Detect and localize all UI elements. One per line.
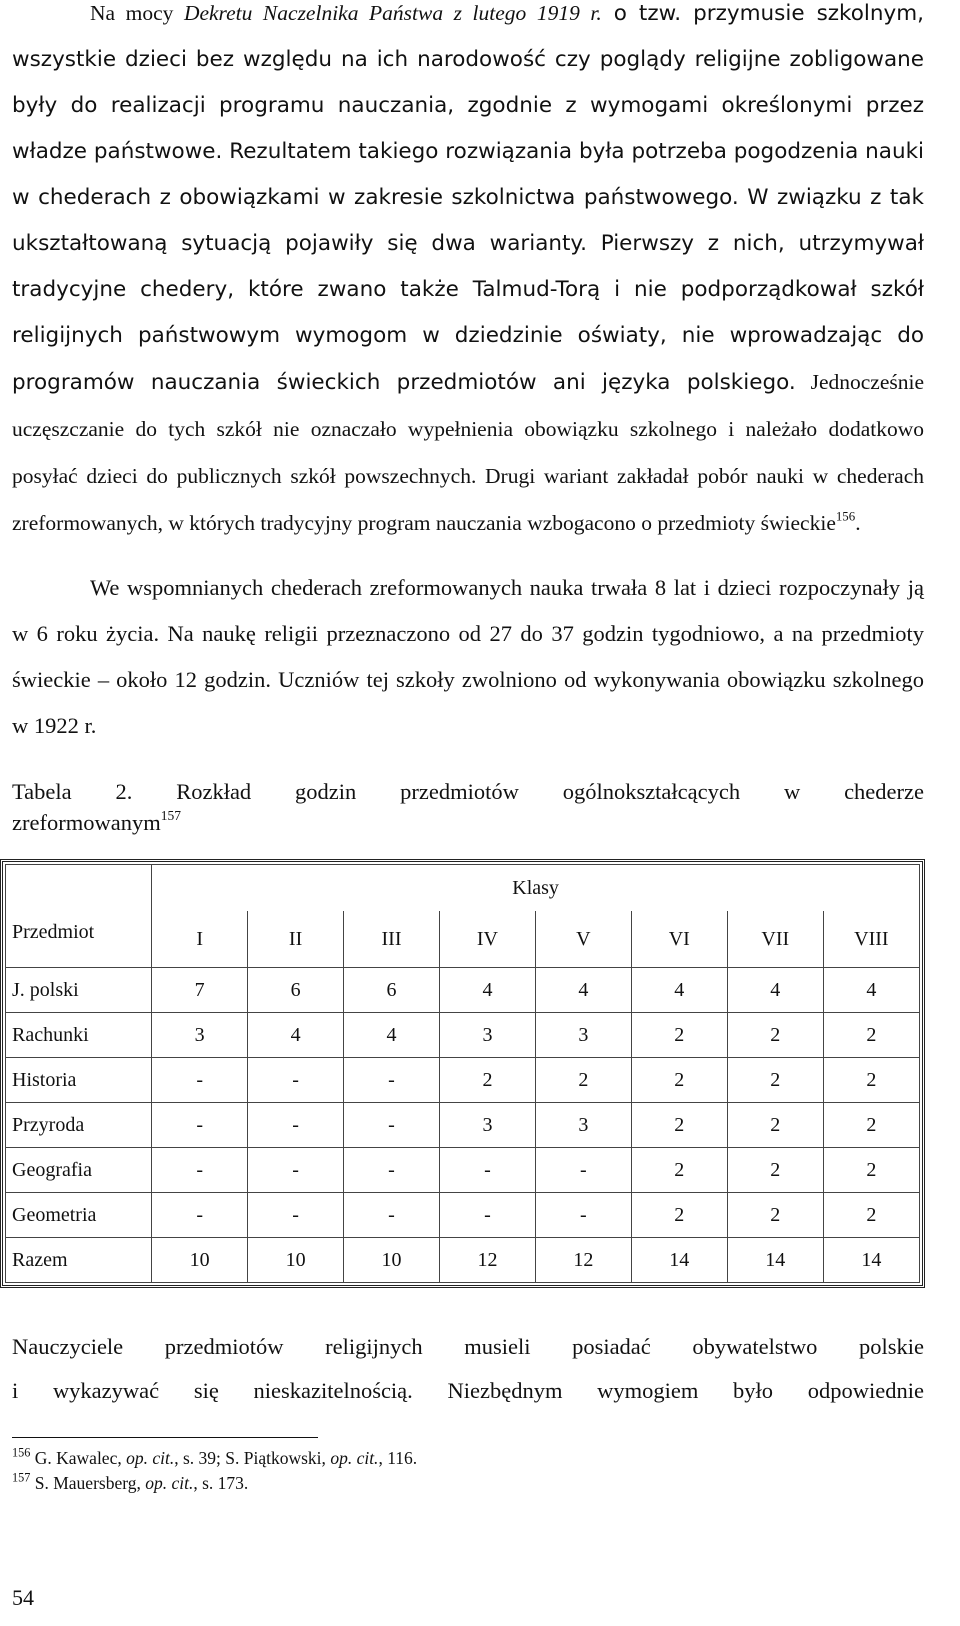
subject-header: Przedmiot	[6, 911, 152, 968]
hours-cell: 2	[823, 1193, 919, 1238]
table-row	[6, 1238, 920, 1283]
hours-cell: 2	[439, 1058, 535, 1103]
table-row	[6, 1013, 920, 1058]
class-header-2: II	[248, 911, 344, 968]
hours-cell: 2	[727, 1148, 823, 1193]
hours-cell: -	[344, 1193, 440, 1238]
footnote-op-cit: op. cit.	[330, 1448, 379, 1468]
caption-word: 2.	[115, 779, 133, 804]
paragraph-body: o tzw. przymusie szkolnym, wszystkie dzieci bez względu na ich narodowość czy poglądy religijne zobligowane były do realizacji programu nauczania, zgodnie z wymogami określonymi przez władze państwowe. Rezultatem takiego rozwiązania była potrzeba pogodzenia nauki w chederach z obowiązkami w zakresie szkolnictwa państwowego. W związku z tak ukształtowaną sytuacją pojawiły się dwa warianty. Pierwszy z nich, utrzymywał tradycyjne chedery, które zwano także Talmud-Torą i nie podporządkował szkół religijnych państwowym wymogom w dziedzinie oświaty, nie wprowadzając do programów nauczania świeckich przedmiotów ani języka polskiego.	[12, 1, 924, 395]
hours-cell: 2	[823, 1058, 919, 1103]
hours-cell: -	[248, 1193, 344, 1238]
caption-word: chederze	[844, 779, 924, 804]
class-header-3: III	[344, 911, 440, 968]
hours-cell: 2	[823, 1148, 919, 1193]
paragraph-word: polskie	[858, 1334, 924, 1359]
hours-cell: 2	[823, 1013, 919, 1058]
hours-cell: -	[344, 1103, 440, 1148]
paragraph-word: musieli	[464, 1334, 531, 1359]
paragraph-word: Niezbędnym	[447, 1378, 563, 1403]
page-number: 54	[12, 1585, 34, 1610]
hours-cell: -	[535, 1148, 631, 1193]
hours-cell: 14	[823, 1238, 919, 1283]
hours-cell: 10	[344, 1238, 440, 1283]
subject-cell: Przyroda	[6, 1103, 152, 1148]
class-header-7: VII	[727, 911, 823, 968]
paragraph-teachers-line-2	[12, 1369, 924, 1413]
paragraph-word: było	[733, 1378, 774, 1403]
hours-cell: -	[152, 1058, 248, 1103]
hours-cell: 6	[248, 968, 344, 1013]
footnote-separator	[12, 1437, 318, 1438]
footnotes	[12, 1446, 712, 1496]
hours-cell: 10	[248, 1238, 344, 1283]
footnote-op-cit: op. cit.	[126, 1448, 175, 1468]
class-header-5: V	[535, 911, 631, 968]
footnote-text: , s. 173.	[193, 1473, 249, 1493]
subject-cell: J. polski	[6, 968, 152, 1013]
hours-cell: -	[344, 1058, 440, 1103]
hours-cell: -	[535, 1193, 631, 1238]
hours-cell: 14	[727, 1238, 823, 1283]
paragraph-word: przedmiotów	[164, 1334, 284, 1359]
hours-cell: 12	[439, 1238, 535, 1283]
class-header-1: I	[152, 911, 248, 968]
caption-word: zreformowanym	[12, 810, 161, 835]
subjects-hours-table	[5, 864, 920, 1283]
hours-cell: 3	[439, 1103, 535, 1148]
hours-cell: 4	[535, 968, 631, 1013]
hours-cell: -	[152, 1148, 248, 1193]
table-row	[6, 1058, 920, 1103]
subject-cell: Razem	[6, 1238, 152, 1283]
caption-word: godzin	[295, 779, 357, 804]
hours-cell: 3	[535, 1103, 631, 1148]
caption-word: Tabela	[12, 779, 72, 804]
hours-cell: 2	[631, 1193, 727, 1238]
paragraph-word: nieskazitelnością.	[253, 1378, 413, 1403]
hours-cell: 2	[631, 1058, 727, 1103]
footnote-156	[12, 1446, 712, 1471]
footnote-text: S. Mauersberg,	[34, 1473, 146, 1493]
header-empty-cell	[6, 865, 152, 912]
hours-cell: 4	[439, 968, 535, 1013]
paragraph-end: .	[855, 511, 861, 535]
table-header-row-1	[6, 865, 920, 912]
table-row	[6, 1103, 920, 1148]
paragraph-teachers	[12, 1325, 924, 1413]
table-row	[6, 968, 920, 1013]
footnote-157	[12, 1471, 712, 1496]
caption-word: przedmiotów	[400, 779, 519, 804]
hours-cell: 3	[439, 1013, 535, 1058]
class-header-6: VI	[631, 911, 727, 968]
decree-title: Dekretu Naczelnika Państwa z lutego 1919 r.	[183, 1, 602, 25]
footnote-ref-157[interactable]: 157	[160, 807, 181, 823]
hours-cell: -	[248, 1058, 344, 1103]
hours-cell: 4	[823, 968, 919, 1013]
footnote-number: 157	[12, 1470, 31, 1485]
subject-cell: Geografia	[6, 1148, 152, 1193]
paragraph-opening: Na mocy	[90, 1, 184, 25]
hours-cell: 2	[631, 1148, 727, 1193]
paragraph-word: odpowiednie	[807, 1378, 924, 1403]
hours-cell: 7	[152, 968, 248, 1013]
footnote-op-cit: op. cit.	[145, 1473, 194, 1493]
hours-cell: -	[439, 1193, 535, 1238]
classes-group-header: Klasy	[152, 865, 920, 912]
paragraph-word: religijnych	[325, 1334, 423, 1359]
paragraph-word: wymogiem	[597, 1378, 699, 1403]
caption-line-2	[12, 807, 924, 838]
subject-cell: Historia	[6, 1058, 152, 1103]
paragraph-word: wykazywać	[52, 1378, 160, 1403]
paragraph-word: i	[12, 1378, 19, 1403]
hours-cell: 2	[727, 1058, 823, 1103]
caption-word: w	[783, 779, 801, 804]
hours-cell: 2	[727, 1193, 823, 1238]
subject-cell: Geometria	[6, 1193, 152, 1238]
paragraph-body-serif: Jednocześnie uczęszczanie do tych szkół nie oznaczało wypełnienia obowiązku szkolnego i należało dodatkowo posyłać dzieci do publicznych szkół powszechnych. Drugi wariant zakładał pobór nauki w chederach zreformowanych, w których tradycyjny program nauczania wzbogacono o przedmioty świeckie	[12, 370, 925, 535]
table-row	[6, 1148, 920, 1193]
table-row	[6, 1193, 920, 1238]
subject-cell: Rachunki	[6, 1013, 152, 1058]
hours-cell: 2	[727, 1103, 823, 1148]
caption-word: Rozkład	[176, 779, 252, 804]
footnote-text: , 116.	[378, 1448, 418, 1468]
paragraph-decree	[12, 0, 924, 547]
class-header-8: VIII	[823, 911, 919, 968]
hours-cell: 4	[631, 968, 727, 1013]
paragraph-word: się	[193, 1378, 219, 1403]
hours-cell: 2	[535, 1058, 631, 1103]
hours-cell: 2	[823, 1103, 919, 1148]
footnote-ref-156[interactable]: 156	[835, 509, 856, 524]
hours-cell: 4	[248, 1013, 344, 1058]
hours-cell: 2	[727, 1013, 823, 1058]
paragraph-word: Nauczyciele	[12, 1334, 124, 1359]
hours-cell: 2	[631, 1013, 727, 1058]
paragraph-word: obywatelstwo	[692, 1334, 818, 1359]
table-caption	[12, 776, 924, 838]
paragraph-reformed-cheders: We wspomnianych chederach zreformowanych nauka trwała 8 lat i dzieci rozpoczynały ją w 6 roku życia. Na naukę religii przeznaczono od 27 do 37 godzin tygodniowo, a na przedmioty świeckie – około 12 godzin. Uczniów tej szkoły zwolniono od wykonywania obowiązku szkolnego w 1922 r.	[12, 575, 924, 738]
hours-cell: -	[248, 1148, 344, 1193]
paragraph-word: posiadać	[572, 1334, 651, 1359]
hours-cell: -	[344, 1148, 440, 1193]
hours-cell: -	[248, 1103, 344, 1148]
footnote-number: 156	[12, 1445, 31, 1460]
table-header-row-2	[6, 911, 920, 968]
hours-cell: 3	[152, 1013, 248, 1058]
class-header-4: IV	[439, 911, 535, 968]
hours-cell: 4	[727, 968, 823, 1013]
hours-cell: -	[439, 1148, 535, 1193]
hours-cell: 3	[535, 1013, 631, 1058]
hours-cell: 2	[631, 1103, 727, 1148]
hours-cell: -	[152, 1193, 248, 1238]
hours-cell: 14	[631, 1238, 727, 1283]
footnote-text: , s. 39; S. Piątkowski,	[174, 1448, 331, 1468]
paragraph-teachers-line-1	[12, 1325, 924, 1369]
caption-line-1	[12, 776, 924, 807]
hours-cell: -	[152, 1103, 248, 1148]
hours-cell: 4	[344, 1013, 440, 1058]
hours-cell: 6	[344, 968, 440, 1013]
hours-cell: 12	[535, 1238, 631, 1283]
footnote-text: G. Kawalec,	[34, 1448, 127, 1468]
caption-word: ogólnokształcących	[562, 779, 741, 804]
hours-cell: 10	[152, 1238, 248, 1283]
